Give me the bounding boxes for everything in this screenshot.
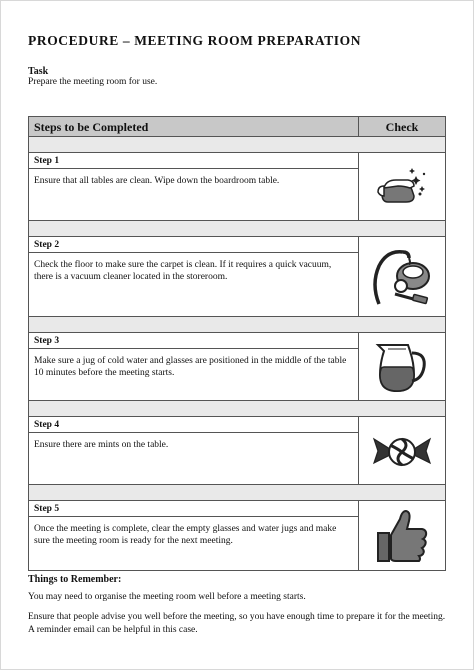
- step-3-text: Make sure a jug of cold water and glasses are positioned in the middle of the table 10 minutes before the meeting starts.: [29, 349, 359, 401]
- steps-table: [28, 116, 446, 571]
- step-5-label: Step 5: [29, 501, 359, 517]
- header-check: Check: [385, 120, 419, 134]
- step-2-text: Check the floor to make sure the carpet is clean. If it requires a quick vacuum, there is a vacuum cleaner located in the storeroom.: [29, 253, 359, 317]
- thumbs-up-icon: [374, 505, 430, 567]
- step-1-text: Ensure that all tables are clean. Wipe down the boardroom table.: [29, 169, 359, 221]
- remember-item: Ensure that people advise you well before the meeting, so you have enough time to prepare it for the meeting. A reminder email can be helpful in this case.: [28, 612, 446, 635]
- row-spacer: [29, 401, 445, 417]
- task-label: Task: [28, 66, 49, 77]
- row-spacer: [29, 221, 445, 237]
- water-jug-icon: [374, 337, 430, 397]
- step-5-check[interactable]: [359, 501, 445, 571]
- mint-candy-icon: [370, 429, 434, 473]
- step-2-check[interactable]: [359, 237, 445, 317]
- task-text: Prepare the meeting room for use.: [28, 77, 158, 87]
- row-spacer: [29, 137, 445, 153]
- step-4-label: Step 4: [29, 417, 359, 433]
- row-spacer: [29, 317, 445, 333]
- remember-item: You may need to organise the meeting room well before a meeting starts.: [28, 592, 306, 602]
- step-4-check[interactable]: [359, 417, 445, 485]
- step-4-text: Ensure there are mints on the table.: [29, 433, 359, 485]
- step-1-check[interactable]: [359, 153, 445, 221]
- page-title: PROCEDURE – MEETING ROOM PREPARATION: [28, 33, 362, 48]
- step-2-label: Step 2: [29, 237, 359, 253]
- step-3-check[interactable]: [359, 333, 445, 401]
- step-1-label: Step 1: [29, 153, 359, 169]
- step-3-label: Step 3: [29, 333, 359, 349]
- header-steps: Steps to be Completed: [29, 117, 359, 136]
- row-spacer: [29, 485, 445, 501]
- table-header-row: [29, 117, 445, 137]
- step-5-text: Once the meeting is complete, clear the empty glasses and water jugs and make sure the meeting room is ready for the next meeting.: [29, 517, 359, 571]
- remember-label: Things to Remember:: [28, 574, 122, 585]
- cleaning-sponge-icon: [374, 164, 430, 210]
- vacuum-cleaner-icon: [369, 244, 435, 310]
